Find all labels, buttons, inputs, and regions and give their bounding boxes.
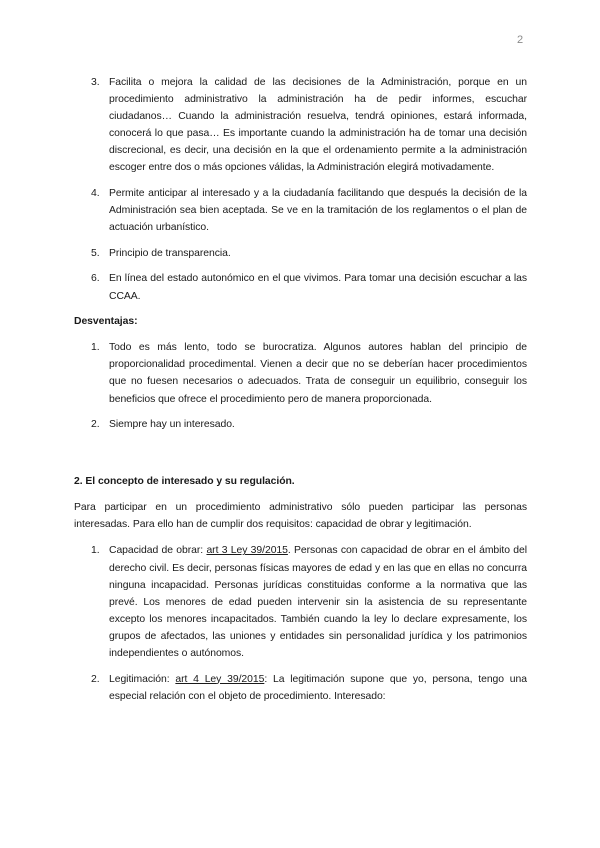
list-item — [74, 416, 527, 433]
list-text — [109, 671, 527, 705]
item-body: . Personas con capacidad de obrar en el ámbito del derecho civil. Es decir, personas físicas mayores de edad y en las que en ellas no concurra ninguna incapacidad. Personas jurídicas constituidas conforme a la normativa que las prevé. Los menores de edad pueden intervenir sin la asistencia de su representante excepto los menores incapacitados. También cuando la ley lo declare expresamente, los grupos de afectados, las uniones y entidades sin personalidad jurídica y los patrimonios independientes o autónomos. — [109, 545, 528, 660]
list-item — [74, 542, 527, 662]
document-body — [74, 74, 527, 713]
list-item — [74, 74, 527, 177]
requisitos-list — [74, 542, 527, 704]
ventajas-list — [74, 74, 527, 305]
list-number: 2. — [91, 673, 100, 685]
list-number: 3. — [91, 77, 100, 88]
section-heading: 2. El concepto de interesado y su regulación. — [74, 476, 295, 488]
list-item — [74, 671, 527, 705]
item-prefix: Capacidad de obrar: — [109, 545, 207, 557]
item-prefix: Legitimación: — [109, 673, 176, 685]
law-reference-link[interactable]: art 3 Ley 39/2015 — [206, 545, 288, 557]
item-body: : La legitimación supone que yo, persona, tengo una especial relación con el objeto de procedimiento. Interesado: — [109, 673, 527, 702]
list-item — [74, 185, 527, 236]
list-item — [74, 270, 527, 304]
list-text: Principio de transparencia. — [109, 247, 231, 259]
list-text: Siempre hay un interesado. — [109, 419, 235, 431]
list-item — [74, 339, 527, 407]
list-text: Todo es más lento, todo se burocratiza. Algunos autores hablan del principio de proporcionalidad procedimental. Vienen a decir que no se deberían hacer procedimientos que no fuesen necesarios o adecuados. Trata de conseguir un equilibrio, conseguir los beneficios que ofrece el procedimiento pero de manera proporcionada. — [109, 342, 527, 405]
desventajas-list — [74, 339, 527, 433]
list-text: Facilita o mejora la calidad de las decisiones de la Administración, porque en un procedimiento administrativo la administración ha de pedir informes, escuchar ciudadanos… Cuando la administración resuelva, tendrá opiniones, estará informada, conocerá lo que pasa… Es importante cuando la administración ha de tomar una decisión discrecional, es decir, una decisión en la que el ordenamiento permite a la administración escoger entre dos o más opciones válidas, la Administración elegirá motivadamente. — [109, 77, 527, 174]
list-number: 2. — [91, 419, 100, 431]
list-number: 6. — [91, 273, 100, 285]
list-number: 1. — [91, 342, 100, 354]
law-reference-link[interactable]: art 4 Ley 39/2015 — [175, 673, 265, 685]
list-number: 5. — [91, 247, 100, 259]
page-number: 2 — [517, 34, 524, 46]
intro-paragraph: Para participar en un procedimiento administrativo sólo pueden participar las personas interesadas. Para ello han de cumplir dos requisitos: capacidad de obrar y legitimación. — [74, 502, 527, 531]
list-text: Permite anticipar al interesado y a la ciudadanía facilitando que después la decisión de la Administración sea bien aceptada. Se ve en la tramitación de los reglamentos o el plan de actuación urbanístico. — [109, 188, 527, 234]
list-text: En línea del estado autonómico en el que vivimos. Para tomar una decisión escuchar a las CCAA. — [109, 273, 527, 302]
list-text — [109, 542, 527, 662]
desventajas-heading: Desventajas: — [74, 316, 138, 328]
list-item — [74, 245, 527, 262]
list-number: 4. — [91, 188, 100, 200]
list-number: 1. — [91, 545, 100, 557]
